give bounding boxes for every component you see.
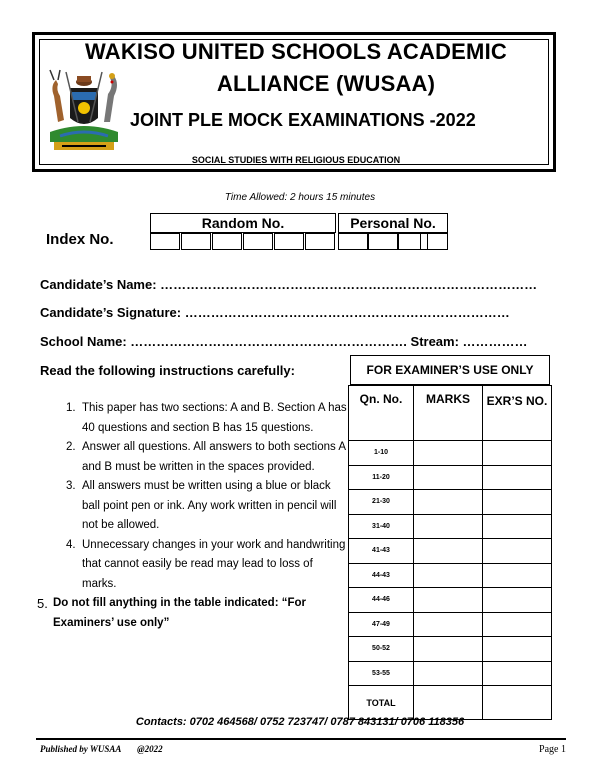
table-row: 50-52 xyxy=(349,637,552,662)
table-row: 44-43 xyxy=(349,563,552,588)
exr-cell[interactable] xyxy=(483,514,552,539)
instructions-list xyxy=(37,399,348,633)
index-digit-cell[interactable] xyxy=(212,233,242,250)
exr-cell[interactable] xyxy=(483,563,552,588)
marks-cell[interactable] xyxy=(414,441,483,466)
table-row: 11-20 xyxy=(349,465,552,490)
exr-cell[interactable] xyxy=(483,441,552,466)
marks-cell[interactable] xyxy=(414,490,483,515)
index-digit-cell[interactable] xyxy=(274,233,304,250)
marks-cell[interactable] xyxy=(414,661,483,686)
marks-cell[interactable] xyxy=(414,539,483,564)
footer-divider xyxy=(36,738,566,740)
table-row: 21-30 xyxy=(349,490,552,515)
school-title: WAKISO UNITED SCHOOLS ACADEMIC ALLIANCE (WUSAA) xyxy=(85,39,507,96)
examiner-table xyxy=(348,385,552,720)
school-name-field[interactable]: School Name: ………………………………………………………. Stream: …………… xyxy=(40,334,528,349)
publisher: Published by WUSAA @2022 xyxy=(40,744,163,754)
exr-cell[interactable] xyxy=(483,661,552,686)
table-row: 1-10 xyxy=(349,441,552,466)
table-row: 53-55 xyxy=(349,661,552,686)
examiner-use-title: FOR EXAMINER’S USE ONLY xyxy=(350,355,550,385)
exr-cell[interactable] xyxy=(483,588,552,613)
table-row: 44-46 xyxy=(349,588,552,613)
exr-cell[interactable] xyxy=(483,465,552,490)
exr-cell[interactable] xyxy=(483,539,552,564)
instruction-item: 1. This paper has two sections: A and B. Section A has 40 questions and section B has 15 questions. xyxy=(66,402,347,434)
exam-title: JOINT PLE MOCK EXAMINATIONS -2022 xyxy=(130,110,476,130)
instruction-item: 3. All answers must be written using a blue or black ball point pen or ink. Any work written in pencil will not be allowed. xyxy=(66,480,337,531)
time-allowed: Time Allowed: 2 hours 15 minutes xyxy=(224,192,376,203)
contacts: Contacts: 0702 464568/ 0752 723747/ 0787 843131/ 0706 118356 xyxy=(135,716,465,728)
table-row: 47-49 xyxy=(349,612,552,637)
instruction-item: 2. Answer all questions. All answers to both sections A and B must be written in the spaces provided. xyxy=(66,441,346,473)
marks-cell[interactable] xyxy=(414,588,483,613)
table-row: 31-40 xyxy=(349,514,552,539)
index-digit-cell[interactable] xyxy=(368,233,398,250)
marks-cell[interactable] xyxy=(414,514,483,539)
instructions-heading: Read the following instructions carefully: xyxy=(40,363,295,378)
total-exr-cell[interactable] xyxy=(483,686,552,720)
col-exr-header: EXR’S NO. xyxy=(483,386,552,441)
instruction-item: 5. Do not fill anything in the table indicated: “For Examiners’ use only” xyxy=(37,596,306,629)
index-digit-cell[interactable] xyxy=(338,233,368,250)
total-row: TOTAL xyxy=(349,686,552,720)
table-row: 41-43 xyxy=(349,539,552,564)
index-digit-cell[interactable] xyxy=(420,233,448,250)
exr-cell[interactable] xyxy=(483,612,552,637)
random-no-label: Random No. xyxy=(150,213,336,233)
col-marks-header: MARKS xyxy=(414,386,483,441)
instruction-item: 4. Unnecessary changes in your work and handwriting that cannot easily be read may lead to loss of marks. xyxy=(66,538,346,590)
col-qn-header: Qn. No. xyxy=(349,386,414,441)
index-digit-cell[interactable] xyxy=(181,233,211,250)
marks-cell[interactable] xyxy=(414,465,483,490)
coat-of-arms-icon xyxy=(44,66,124,154)
index-digit-cell[interactable] xyxy=(305,233,335,250)
exr-cell[interactable] xyxy=(483,637,552,662)
index-digit-cell[interactable] xyxy=(150,233,180,250)
total-marks-cell[interactable] xyxy=(414,686,483,720)
personal-no-label: Personal No. xyxy=(338,213,448,233)
subject-title: SOCIAL STUDIES WITH RELIGIOUS EDUCATION xyxy=(191,155,401,165)
marks-cell[interactable] xyxy=(414,637,483,662)
exr-cell[interactable] xyxy=(483,490,552,515)
marks-cell[interactable] xyxy=(414,612,483,637)
page-number: Page 1 xyxy=(539,744,566,755)
candidate-name-field[interactable]: Candidate’s Name: …………………………………………………………………………… xyxy=(40,277,538,292)
candidate-signature-field[interactable]: Candidate’s Signature: ………………………………………………………………… xyxy=(40,305,510,320)
marks-cell[interactable] xyxy=(414,563,483,588)
index-label: Index No. xyxy=(46,231,114,248)
index-digit-cell[interactable] xyxy=(243,233,273,250)
